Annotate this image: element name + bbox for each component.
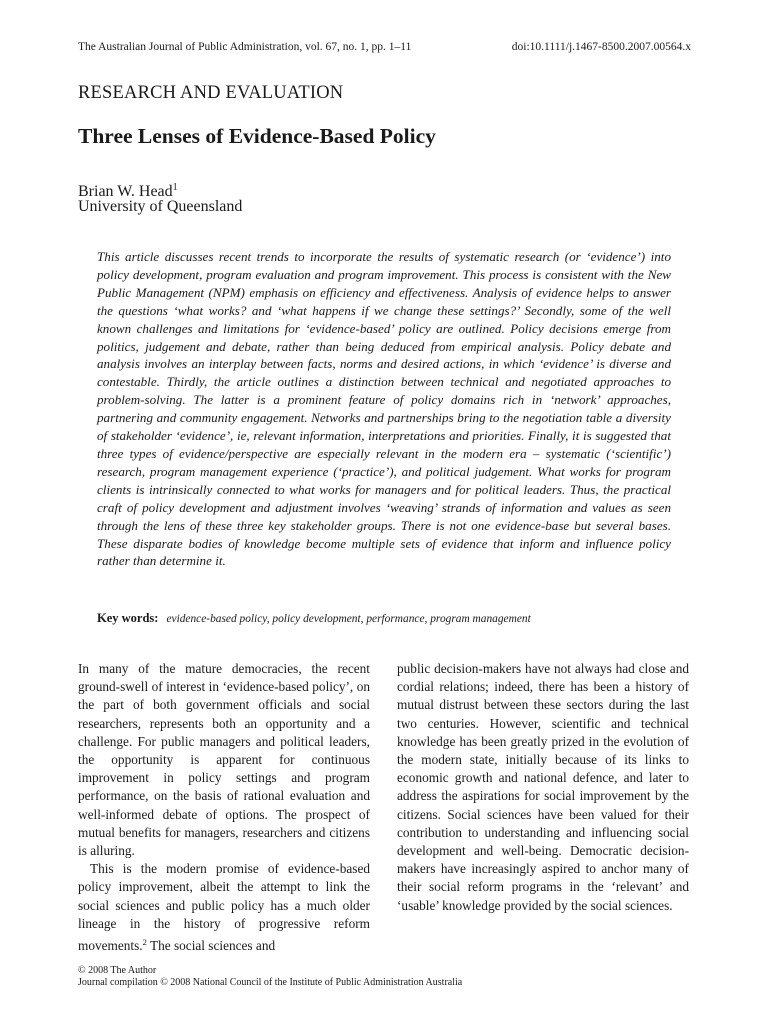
author-footnote-marker: 1 — [172, 182, 178, 193]
running-header-journal: The Australian Journal of Public Administration, vol. 67, no. 1, pp. 1–11 — [78, 41, 412, 53]
article-title: Three Lenses of Evidence-Based Policy — [78, 124, 436, 148]
keywords-list: evidence-based policy, policy development, performance, program management — [166, 613, 531, 625]
abstract: This article discusses recent trends to incorporate the results of systematic research (or ‘evidence’) into policy development, program evaluation and program improvement. This process is consistent with the New Public Management (NPM) emphasis on efficiency and effectiveness. Analysis of evidence helps to answer the questions ‘what works? and ‘what happens if we change these settings?’ Secondly, some of the well known challenges and limitations for ‘evidence-based’ policy are outlined. Policy decisions emerge from politics, judgement and debate, rather than being deduced from empirical analysis. Policy debate and analysis involves an interplay between facts, norms and desired actions, in which ‘evidence’ is diverse and contestable. Thirdly, the article outlines a distinction between technical and negotiated approaches to problem-solving. The latter is a prominent feature of policy domains rich in ‘network’ approaches, partnering and community engagement. Networks and partnerships bring to the negotiation table a diversity of stakeholder ‘evidence’, ie, relevant information, interpretations and priorities. Finally, it is suggested that three types of evidence/perspective are especially relevant in the modern era – systematic (‘scientific’) research, program management experience (‘practice’), and political judgement. What works for program clients is intrinsically connected to what works for managers and for political leaders. Thus, the practical craft of policy development and adjustment involves ‘weaving’ strands of information and values as seen through the lens of these three key stakeholder groups. There is not one evidence-base but several bases. These disparate bodies of knowledge become multiple sets of evidence that inform and influence policy rather than determine it. — [97, 249, 671, 569]
copyright-footer — [78, 965, 462, 989]
footnote-marker: 2 — [142, 937, 147, 948]
body-text: The social sciences and — [146, 938, 276, 954]
body-paragraph — [78, 860, 370, 955]
keywords — [97, 611, 531, 626]
author-affiliation: University of Queensland — [78, 198, 243, 215]
body-text: This is the modern promise of evidence-based policy improvement, albeit the attempt to link the social sciences and public policy has a much older lineage in the history of progressive reform movements. — [78, 861, 370, 954]
section-heading: RESEARCH AND EVALUATION — [78, 83, 344, 103]
body-column-left — [78, 660, 370, 955]
author-name: Brian W. Head — [78, 183, 173, 200]
keywords-label: Key words: — [97, 611, 159, 625]
copyright-compilation: Journal compilation © 2008 National Council of the Institute of Public Administration Australia — [78, 977, 463, 988]
copyright-author: © 2008 The Author — [78, 965, 157, 976]
body-paragraph: In many of the mature democracies, the recent ground-swell of interest in ‘evidence-based policy’, on the part of both government officials and social researchers, represents both an opportunity and a challenge. For public managers and political leaders, the opportunity is apparent for continuous improvement in policy settings and program performance, on the basis of rational evaluation and well-informed debate of options. The prospect of mutual benefits for managers, researchers and citizens is alluring. — [78, 661, 370, 859]
body-paragraph: public decision-makers have not always had close and cordial relations; indeed, there has been a history of mutual distrust between these sectors during the last two centuries. However, scientific and technical knowledge has been greatly prized in the evolution of the modern state, initially because of its links to economic growth and national defence, and later to address the aspirations for social improvement by the citizens. Social sciences have been valued for their contribution to understanding and influencing social development and well-being. Democratic decision-makers have increasingly aspired to anchor many of their social reform programs in the ‘relevant’ and ‘usable’ knowledge provided by the social sciences. — [397, 661, 689, 913]
running-header-doi: doi:10.1111/j.1467-8500.2007.00564.x — [511, 41, 691, 53]
body-column-right — [397, 660, 689, 915]
